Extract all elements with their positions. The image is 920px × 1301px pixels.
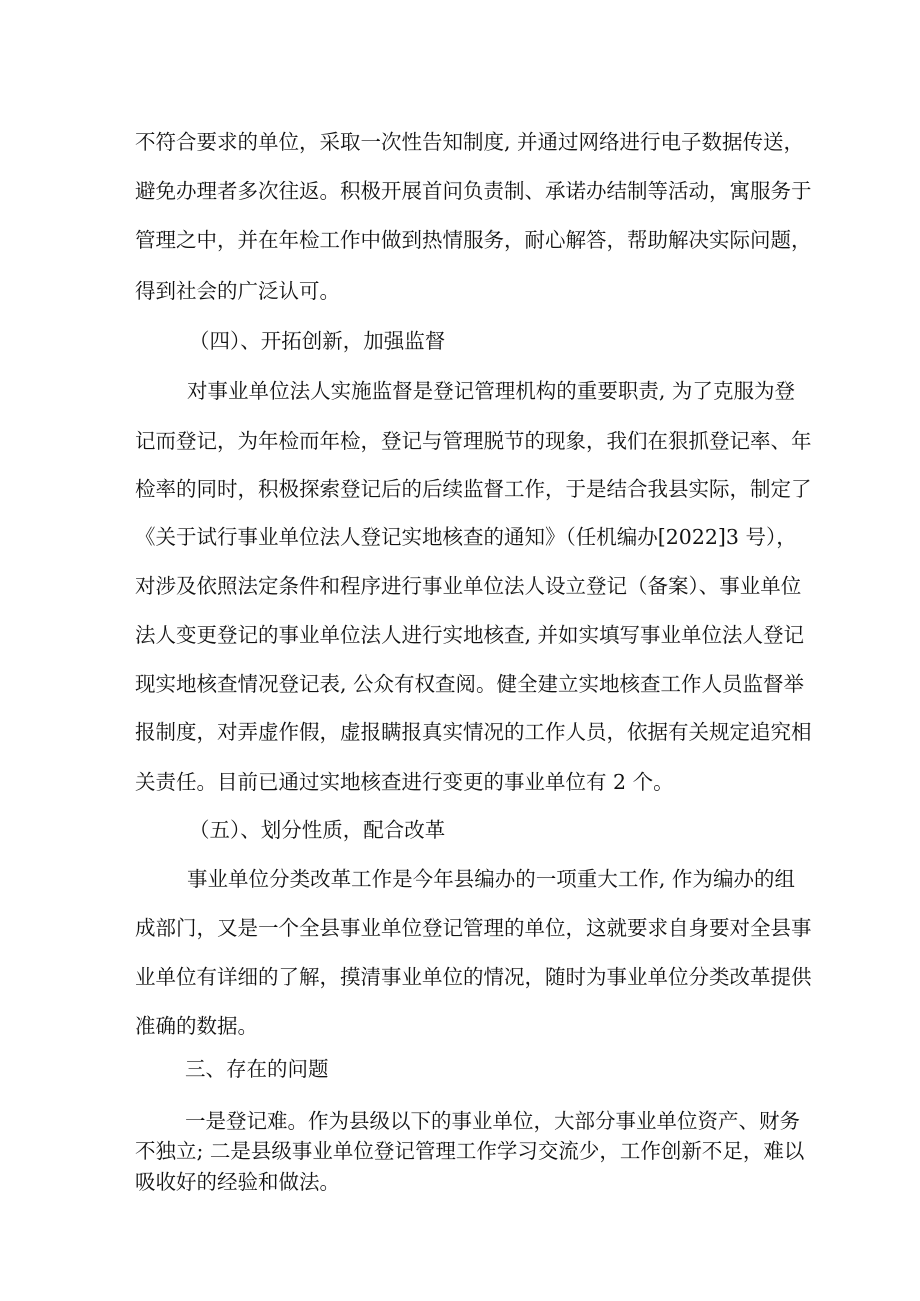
body-text-line: 报制度，对弄虚作假，虚报瞒报真实情况的工作人员，依据有关规定追究相 (135, 720, 812, 744)
body-text-line: 一是登记难。作为县级以下的事业单位，大部分事业单位资产、财务 (185, 1109, 800, 1133)
body-text-line: 不独立; 二是县级事业单位登记管理工作学习交流少，工作创新不足，难以 (135, 1139, 805, 1163)
body-text-line: 现实地核查情况登记表, 公众有权查阅。健全建立实地核查工作人员监督举 (135, 672, 805, 696)
body-text-line: 得到社会的广泛认可。 (135, 279, 340, 303)
body-text-line: 吸收好的经验和做法。 (135, 1170, 340, 1194)
section-heading: （四）、开拓创新，加强监督 (189, 329, 446, 353)
body-text-line: 不符合要求的单位，采取一次性告知制度, 并通过网络进行电子数据传送， (135, 130, 805, 154)
body-text-line: 成部门，又是一个全县事业单位登记管理的单位，这就要求自身要对全县事 (135, 916, 812, 940)
body-text-line: 事业单位分类改革工作是今年县编办的一项重大工作, 作为编办的组 (187, 867, 795, 891)
body-text-line: 检率的同时，积极探索登记后的后续监督工作，于是结合我县实际，制定了 (135, 477, 812, 501)
body-text-line: 业单位有详细的了解，摸清事业单位的情况，随时为事业单位分类改革提供 (135, 965, 812, 989)
body-text-line: 管理之中，并在年检工作中做到热情服务，耐心解答，帮助解决实际问题， (135, 228, 812, 252)
body-text-line: 法人变更登记的事业单位法人进行实地核查, 并如实填写事业单位法人登记 (135, 623, 805, 647)
body-text-line: 《关于试行事业单位法人登记实地核查的通知》（任机编办[2022]3 号）， (135, 525, 797, 549)
body-text-line: 准确的数据。 (135, 1014, 258, 1038)
body-text-line: 避免办理者多次往返。积极开展首问负责制、承诺办结制等活动，寓服务于 (135, 179, 812, 203)
body-text-line: 记而登记，为年检而年检，登记与管理脱节的现象，我们在狠抓登记率、年 (135, 429, 812, 453)
section-heading: 三、存在的问题 (185, 1057, 329, 1081)
body-text-line: 对涉及依照法定条件和程序进行事业单位法人设立登记（备案）、事业单位 (135, 574, 802, 598)
body-text-line: 关责任。目前已通过实地核查进行变更的事业单位有 2 个。 (135, 770, 674, 794)
section-heading: （五）、划分性质，配合改革 (189, 818, 446, 842)
body-text-line: 对事业单位法人实施监督是登记管理机构的重要职责, 为了克服为登 (187, 379, 795, 403)
